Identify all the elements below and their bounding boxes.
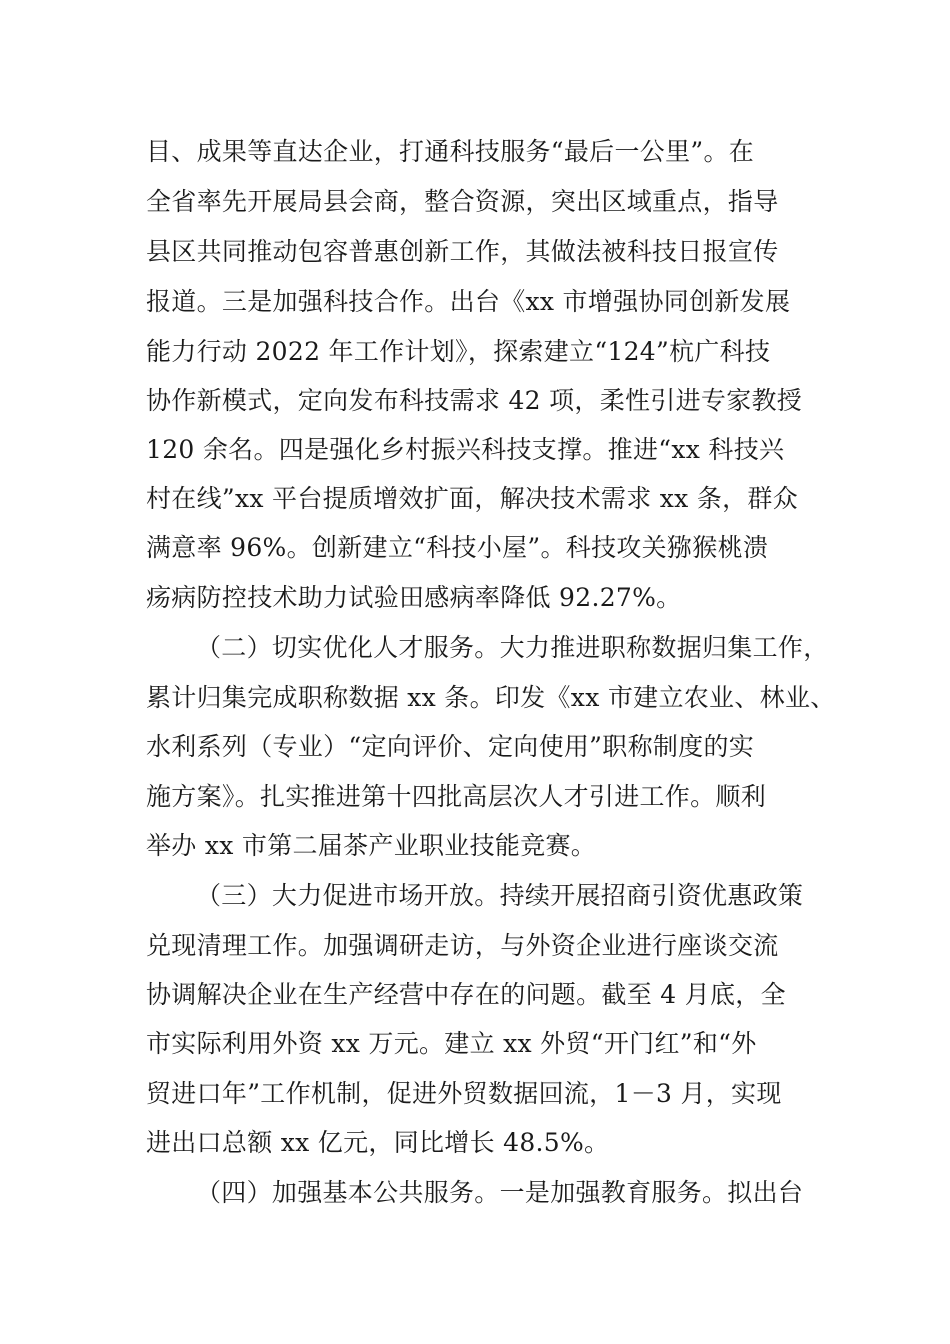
text-line: 全省率先开展局县会商，整合资源，突出区域重点，指导 (146, 187, 779, 216)
paragraph-heading: （三）大力促进市场开放。持续开展招商引资优惠政策 (196, 881, 804, 910)
text-line: 满意率 96%。创新建立“科技小屋”。科技攻关猕猴桃溃 (146, 533, 769, 562)
text-line: 协调解决企业在生产经营中存在的问题。截至 4 月底，全 (146, 980, 786, 1009)
text-line: 施方案》。扎实推进第十四批高层次人才引进工作。顺利 (146, 782, 767, 811)
text-line: 报道。三是加强科技合作。出台《xx 市增强协同创新发展 (146, 287, 791, 316)
text-line: 疡病防控技术助力试验田感病率降低 92.27%。 (146, 583, 682, 612)
text-line: 目、成果等直达企业，打通科技服务“最后一公里”。在 (146, 137, 755, 166)
text-line: 村在线”xx 平台提质增效扩面，解决技术需求 xx 条，群众 (146, 484, 799, 513)
text-line: 市实际利用外资 xx 万元。建立 xx 外贸“开门红”和“外 (146, 1029, 757, 1058)
text-line: 水利系列（专业）“定向评价、定向使用”职称制度的实 (146, 732, 755, 761)
text-line: 县区共同推动包容普惠创新工作，其做法被科技日报宣传 (146, 237, 779, 266)
text-line: 协作新模式，定向发布科技需求 42 项，柔性引进专家教授 (146, 386, 803, 415)
text-line: 能力行动 2022 年工作计划》，探索建立“124”杭广科技 (146, 337, 771, 366)
text-line: 贸进口年”工作机制，促进外贸数据回流，1－3 月，实现 (146, 1079, 782, 1108)
text-line: 举办 xx 市第二届茶产业职业技能竞赛。 (146, 831, 597, 860)
text-line: 进出口总额 xx 亿元，同比增长 48.5%。 (146, 1128, 610, 1157)
paragraph-heading: （二）切实优化人才服务。大力推进职称数据归集工作， (196, 633, 829, 662)
text-line: 累计归集完成职称数据 xx 条。印发《xx 市建立农业、林业、 (146, 683, 836, 712)
text-line: 兑现清理工作。加强调研走访，与外资企业进行座谈交流 (146, 931, 779, 960)
text-line: 120 余名。四是强化乡村振兴科技支撑。推进“xx 科技兴 (146, 435, 785, 464)
paragraph-heading: （四）加强基本公共服务。一是加强教育服务。拟出台 (196, 1178, 804, 1207)
